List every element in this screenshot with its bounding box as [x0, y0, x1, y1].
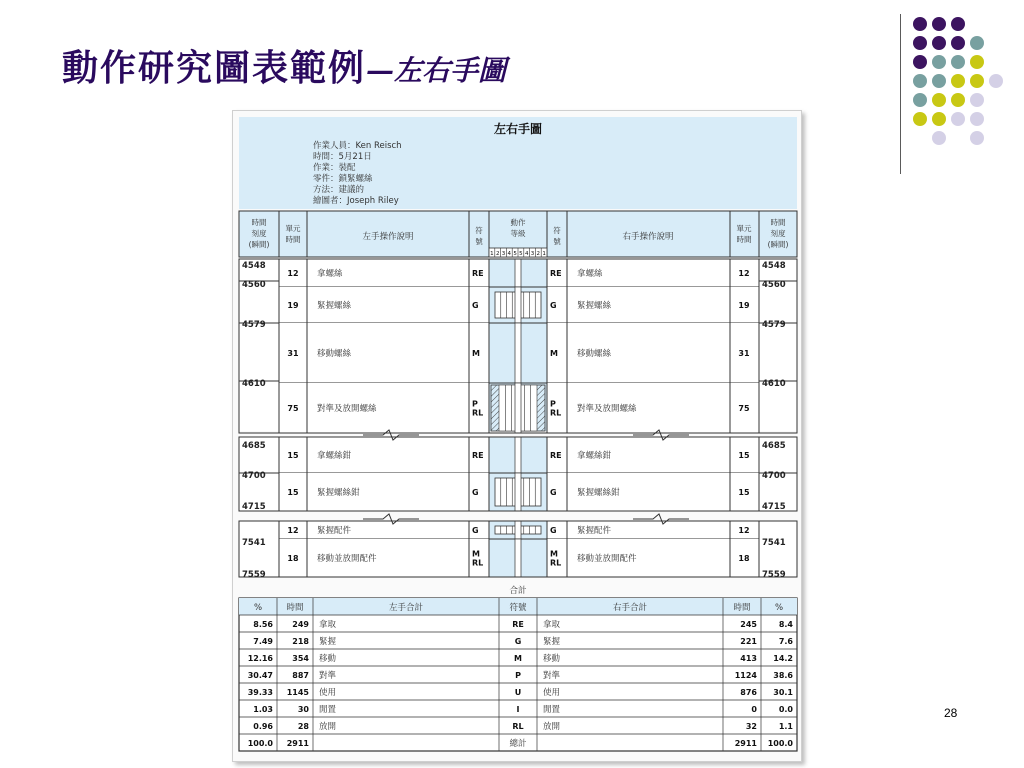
header-class: 動作: [510, 218, 526, 227]
header-symbol: 號: [475, 237, 483, 246]
header-unit-time: 時間: [285, 235, 301, 244]
summary-right-percent: 7.6: [778, 637, 793, 646]
right-unit-time: 19: [738, 301, 750, 310]
right-symbol: RE: [550, 451, 562, 460]
time-mark-left: 7541: [242, 538, 266, 548]
class-center-bar: [515, 323, 521, 383]
chart-info-line: 時間：5月21日: [313, 152, 372, 162]
right-symbol: G: [550, 488, 557, 497]
right-desc: 對準及放開螺絲: [577, 404, 637, 414]
left-unit-time: 19: [287, 301, 299, 310]
left-symbol: RE: [472, 451, 484, 460]
summary-right-name: 緊握: [543, 637, 561, 647]
summary-header-cell: %: [253, 603, 263, 613]
class-digit: 4: [524, 251, 529, 257]
summary-left-percent: 8.56: [253, 620, 273, 629]
header-symbol: 符: [475, 226, 483, 235]
time-mark-left: 7559: [242, 570, 266, 580]
left-unit-time: 31: [287, 349, 299, 358]
left-symbol: M: [472, 549, 480, 559]
class-center-bar: [515, 259, 521, 287]
time-scale-bg: [759, 521, 797, 577]
summary-left-percent: 30.47: [247, 671, 273, 680]
summary-right-name: 放開: [543, 722, 561, 732]
summary-left-name: 對準: [319, 671, 337, 681]
summary-right-percent: 14.2: [773, 654, 793, 663]
class-center-bar: [515, 473, 521, 511]
summary-left-name: 使用: [319, 688, 337, 698]
summary-left-time: 887: [292, 671, 309, 680]
right-symbol: M: [550, 349, 558, 358]
slide-title-main: 動作研究圖表範例: [62, 47, 367, 89]
left-symbol: G: [472, 526, 479, 535]
summary-right-time: 0: [751, 705, 757, 714]
right-symbol: M: [550, 549, 558, 559]
summary-left-name: 拿取: [319, 620, 337, 630]
time-mark-left: 4610: [242, 379, 266, 389]
summary-symbol: RE: [512, 620, 524, 629]
decor-dot: [913, 112, 927, 126]
summary-header-cell: 左手合計: [388, 603, 424, 613]
summary-symbol: M: [514, 654, 522, 663]
summary-total-label: 總計: [509, 739, 527, 749]
right-desc: 緊握配件: [577, 526, 612, 536]
summary-left-percent: 0.96: [253, 722, 273, 731]
summary-symbol: RL: [512, 722, 524, 731]
decor-dot: [989, 74, 1003, 88]
decor-dot: [913, 55, 927, 69]
right-desc: 緊握螺絲鉗: [577, 488, 620, 498]
time-mark-right: 4685: [762, 441, 786, 451]
header-symbol: 號: [553, 237, 561, 246]
summary-header-cell: 時間: [286, 603, 304, 613]
summary-right-percent: 8.4: [778, 620, 793, 629]
right-symbol: RE: [550, 269, 562, 278]
decor-dot: [932, 36, 946, 50]
time-mark-right: 4579: [762, 320, 786, 330]
left-desc: 緊握螺絲: [317, 301, 352, 311]
class-digit: 5: [519, 251, 523, 257]
class-center-bar: [515, 437, 521, 473]
decor-dot: [913, 17, 927, 31]
summary-left-time: 1145: [286, 688, 309, 697]
summary-total-left-time: 2911: [286, 739, 309, 748]
left-unit-time: 12: [287, 269, 299, 278]
slide-title-subtitle: 左右手圖: [394, 54, 507, 87]
decor-dot: [913, 36, 927, 50]
header-time-scale: 刻度: [770, 229, 786, 238]
summary-header-cell: 右手合計: [612, 603, 648, 613]
class-center-bar: [515, 287, 521, 323]
summary-symbol: G: [514, 637, 522, 646]
summary-table: [239, 598, 797, 751]
decor-dot: [951, 112, 965, 126]
summary-symbol: U: [514, 688, 522, 697]
header-time-scale: 刻度: [251, 229, 267, 238]
right-desc: 緊握螺絲: [577, 301, 612, 311]
right-symbol: G: [550, 526, 557, 535]
left-desc: 緊握螺絲鉗: [317, 488, 360, 498]
decor-dot: [951, 74, 965, 88]
class-digit: 3: [501, 251, 506, 257]
summary-symbol: P: [515, 671, 521, 680]
summary-left-name: 放開: [319, 722, 337, 732]
decor-dot: [932, 55, 946, 69]
decor-dot: [970, 55, 984, 69]
left-symbol: RL: [472, 408, 484, 418]
summary-left-percent: 12.16: [247, 654, 273, 663]
decor-dot: [951, 93, 965, 107]
time-mark-left: 4715: [242, 502, 266, 512]
summary-right-percent: 1.1: [778, 722, 793, 731]
header-unit-time: 單元: [285, 224, 301, 233]
time-mark-left: 4685: [242, 441, 266, 451]
left-symbol: RL: [472, 558, 484, 568]
summary-left-time: 30: [297, 705, 309, 714]
left-symbol: G: [472, 301, 479, 310]
page-number: 28: [944, 706, 958, 720]
summary-right-time: 245: [740, 620, 757, 629]
left-desc: 緊握配件: [317, 526, 352, 536]
summary-right-name: 對準: [543, 671, 561, 681]
chart-info-line: 作業：裝配: [313, 163, 356, 173]
time-mark-left: 4579: [242, 320, 266, 330]
summary-header-cell: %: [774, 603, 784, 613]
decor-dot: [932, 74, 946, 88]
left-unit-time: 75: [287, 404, 299, 413]
left-symbol: RE: [472, 269, 484, 278]
rows-layer: [239, 259, 797, 577]
decor-dot: [913, 93, 927, 107]
summary-right-percent: 30.1: [773, 688, 793, 697]
decor-dot: [970, 74, 984, 88]
summary-right-name: 移動: [543, 654, 561, 664]
left-desc: 移動並放開配件: [317, 554, 377, 564]
summary-right-time: 1124: [734, 671, 757, 680]
decor-dot: [932, 17, 946, 31]
summary-right-time: 221: [740, 637, 757, 646]
summary-left-time: 218: [292, 637, 309, 646]
class-digit: 3: [530, 251, 535, 257]
chart-figure: [233, 111, 803, 763]
header-class: 等級: [510, 229, 526, 238]
right-symbol: RL: [550, 558, 562, 568]
slide-title-separator: —: [366, 54, 395, 87]
class-digit: 1: [542, 251, 546, 257]
time-mark-right: 4700: [762, 471, 786, 481]
decor-dot: [970, 112, 984, 126]
header-symbol: 符: [553, 226, 561, 235]
summary-header-cell: 時間: [733, 603, 751, 613]
time-mark-right: 4610: [762, 379, 786, 389]
header-time-scale: (瞬間): [248, 240, 270, 249]
right-desc: 拿螺絲鉗: [577, 451, 612, 461]
right-symbol: RL: [550, 408, 562, 418]
right-desc: 拿螺絲: [577, 269, 603, 279]
time-mark-right: 4560: [762, 280, 786, 290]
left-desc: 拿螺絲鉗: [317, 451, 352, 461]
left-right-hand-chart: [232, 110, 802, 762]
time-mark-right: 7559: [762, 570, 786, 580]
decor-dot: [951, 36, 965, 50]
right-unit-time: 15: [738, 488, 750, 497]
class-center-bar: [515, 539, 521, 577]
summary-total-right-time: 2911: [734, 739, 757, 748]
chart-info-line: 繪圖者：Joseph Riley: [313, 196, 399, 206]
decor-dot: [932, 112, 946, 126]
header-unit-time: 時間: [736, 235, 752, 244]
left-unit-time: 15: [287, 488, 299, 497]
header-time-scale: (瞬間): [767, 240, 789, 249]
header-unit-time: 單元: [736, 224, 752, 233]
decor-dot: [970, 93, 984, 107]
time-mark-right: 4715: [762, 502, 786, 512]
summary-left-percent: 39.33: [247, 688, 273, 697]
summary-left-time: 354: [292, 654, 309, 663]
decor-dot: [970, 36, 984, 50]
decor-dot: [932, 93, 946, 107]
summary-right-name: 使用: [543, 688, 561, 698]
right-unit-time: 31: [738, 349, 750, 358]
right-unit-time: 75: [738, 404, 750, 413]
time-mark-left: 4700: [242, 471, 266, 481]
decor-dot: [951, 55, 965, 69]
summary-total-left-percent: 100.0: [247, 739, 273, 748]
time-mark-right: 4548: [762, 261, 786, 271]
left-symbol: G: [472, 488, 479, 497]
summary-right-time: 32: [745, 722, 757, 731]
class-digit: 2: [495, 251, 500, 257]
summary-left-percent: 1.03: [253, 705, 273, 714]
right-desc: 移動螺絲: [577, 349, 612, 359]
right-symbol: P: [550, 399, 556, 409]
right-desc: 移動並放開配件: [577, 554, 637, 564]
class-digit: 5: [513, 251, 517, 257]
left-unit-time: 15: [287, 451, 299, 460]
header-left-desc: 左手操作說明: [362, 232, 414, 242]
left-unit-time: 18: [287, 554, 299, 563]
summary-left-percent: 7.49: [253, 637, 273, 646]
left-symbol: P: [472, 399, 478, 409]
decor-dot: [932, 131, 946, 145]
summary-left-time: 249: [292, 620, 309, 629]
left-unit-time: 12: [287, 526, 299, 535]
left-symbol: M: [472, 349, 480, 358]
right-unit-time: 18: [738, 554, 750, 563]
class-digit: 1: [490, 251, 494, 257]
right-unit-time: 12: [738, 269, 750, 278]
summary-left-time: 28: [297, 722, 309, 731]
left-desc: 對準及放開螺絲: [317, 404, 377, 414]
time-mark-right: 7541: [762, 538, 786, 548]
summary-right-percent: 0.0: [778, 705, 793, 714]
right-unit-time: 15: [738, 451, 750, 460]
summary-left-name: 緊握: [319, 637, 337, 647]
summary-right-time: 413: [740, 654, 757, 663]
header-right-desc: 右手操作說明: [622, 232, 674, 242]
summary-total-right-percent: 100.0: [767, 739, 793, 748]
summary-right-name: 拿取: [543, 620, 561, 630]
summary-right-percent: 38.6: [773, 671, 793, 680]
chart-info-line: 方法：建議的: [313, 185, 365, 195]
chart-info-line: 作業人員：Ken Reisch: [313, 141, 402, 151]
chart-title: 左右手圖: [493, 122, 543, 136]
header-time-scale: 時間: [251, 218, 267, 227]
time-mark-left: 4548: [242, 261, 266, 271]
left-desc: 移動螺絲: [317, 349, 352, 359]
decor-dot: [951, 17, 965, 31]
left-desc: 拿螺絲: [317, 269, 343, 279]
class-center-bar: [515, 383, 521, 433]
summary-title: 合計: [509, 586, 527, 596]
class-digit: 2: [536, 251, 541, 257]
summary-right-name: 閒置: [543, 705, 561, 715]
time-scale-bg: [239, 521, 279, 577]
time-mark-left: 4560: [242, 280, 266, 290]
decor-dot: [970, 131, 984, 145]
summary-header-cell: 符號: [509, 603, 527, 613]
summary-left-name: 閒置: [319, 705, 337, 715]
summary-right-time: 876: [740, 688, 757, 697]
summary-symbol: I: [516, 705, 520, 714]
class-digit: 4: [507, 251, 512, 257]
right-symbol: G: [550, 301, 557, 310]
chart-info-line: 零件：鎖緊螺絲: [313, 174, 373, 184]
decor-dot: [913, 74, 927, 88]
summary-left-name: 移動: [319, 654, 337, 664]
right-unit-time: 12: [738, 526, 750, 535]
header-time-scale: 時間: [770, 218, 786, 227]
class-center-bar: [515, 521, 521, 539]
header-class-digits: [489, 248, 547, 257]
